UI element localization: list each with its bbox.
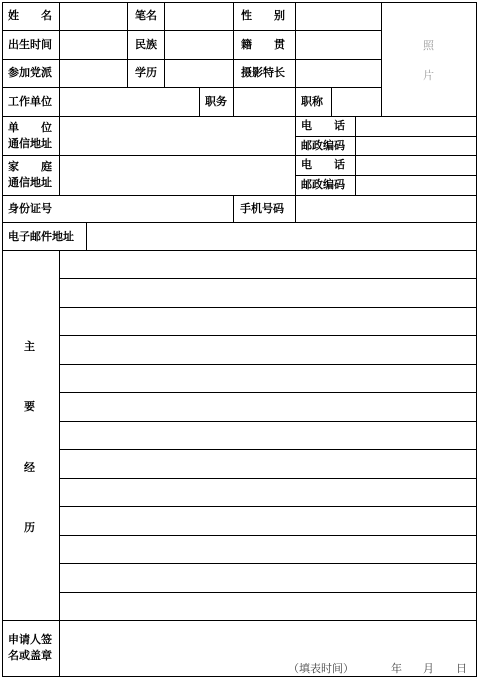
rule: [355, 116, 356, 196]
rule: [59, 2, 60, 195]
month-label: 月: [423, 662, 434, 675]
rule: [476, 2, 477, 677]
rule: [2, 676, 477, 677]
education-label: 学历: [135, 66, 157, 79]
photo-placeholder-line1: 照: [423, 39, 434, 52]
photo-specialty-label: 摄影特长: [241, 66, 285, 79]
rule: [2, 2, 477, 3]
signature-label-line1: 申请人签: [8, 633, 52, 646]
work-postcode-label: 邮政编码: [301, 139, 345, 152]
work-address-label-line1: 单 位: [8, 121, 52, 134]
home-phone-label: 电 话: [301, 158, 345, 171]
rule: [2, 195, 477, 196]
party-label: 参加党派: [8, 66, 52, 79]
rule: [59, 392, 477, 393]
rule: [59, 364, 477, 365]
rule: [233, 2, 234, 88]
rule: [2, 116, 477, 117]
experience-label-char: 历: [24, 521, 35, 534]
rule: [2, 250, 477, 251]
year-label: 年: [391, 662, 402, 675]
rule: [295, 116, 296, 196]
rule: [86, 222, 87, 251]
rule: [59, 506, 477, 507]
rule: [2, 155, 477, 156]
signature-label-line2: 名或盖章: [8, 649, 52, 662]
rule: [59, 592, 477, 593]
rule: [233, 87, 234, 117]
rule: [295, 2, 296, 88]
rule: [2, 620, 477, 621]
rule: [127, 2, 128, 88]
photo-placeholder-line2: 片: [423, 69, 434, 82]
rule: [199, 87, 200, 117]
rule: [59, 563, 477, 564]
rule: [295, 136, 477, 137]
name-label: 姓 名: [8, 9, 52, 22]
rule: [295, 195, 296, 223]
home-postcode-label: 邮政编码: [301, 178, 345, 191]
email-label: 电子邮件地址: [8, 230, 74, 243]
rule: [164, 2, 165, 88]
mobile-label: 手机号码: [240, 202, 284, 215]
rule: [59, 307, 477, 308]
rule: [59, 449, 477, 450]
rule: [295, 175, 477, 176]
rule: [59, 335, 477, 336]
home-address-label-line1: 家 庭: [8, 160, 52, 173]
experience-label-char: 经: [24, 461, 35, 474]
fill-time-label: （填表时间）: [288, 662, 354, 675]
rule: [2, 222, 477, 223]
home-address-label-line2: 通信地址: [8, 176, 52, 189]
id-number-label: 身份证号: [8, 202, 52, 215]
rule: [59, 421, 477, 422]
job-title-label: 职称: [301, 95, 323, 108]
rule: [2, 2, 3, 677]
rule: [59, 278, 477, 279]
rule: [59, 535, 477, 536]
work-address-label-line2: 通信地址: [8, 137, 52, 150]
rule: [295, 87, 296, 117]
experience-label-char: 主: [24, 340, 35, 353]
job-position-label: 职务: [205, 95, 227, 108]
ethnicity-label: 民族: [135, 38, 157, 51]
native-place-label: 籍 贯: [241, 38, 285, 51]
pen-name-label: 笔名: [135, 9, 157, 22]
rule: [59, 250, 60, 677]
rule: [331, 87, 332, 117]
rule: [381, 2, 382, 117]
rule: [233, 195, 234, 223]
experience-label-char: 要: [24, 400, 35, 413]
work-phone-label: 电 话: [301, 119, 345, 132]
rule: [59, 478, 477, 479]
gender-label: 性 别: [241, 9, 285, 22]
workplace-label: 工作单位: [8, 95, 52, 108]
day-label: 日: [456, 662, 467, 675]
birth-date-label: 出生时间: [8, 38, 52, 51]
